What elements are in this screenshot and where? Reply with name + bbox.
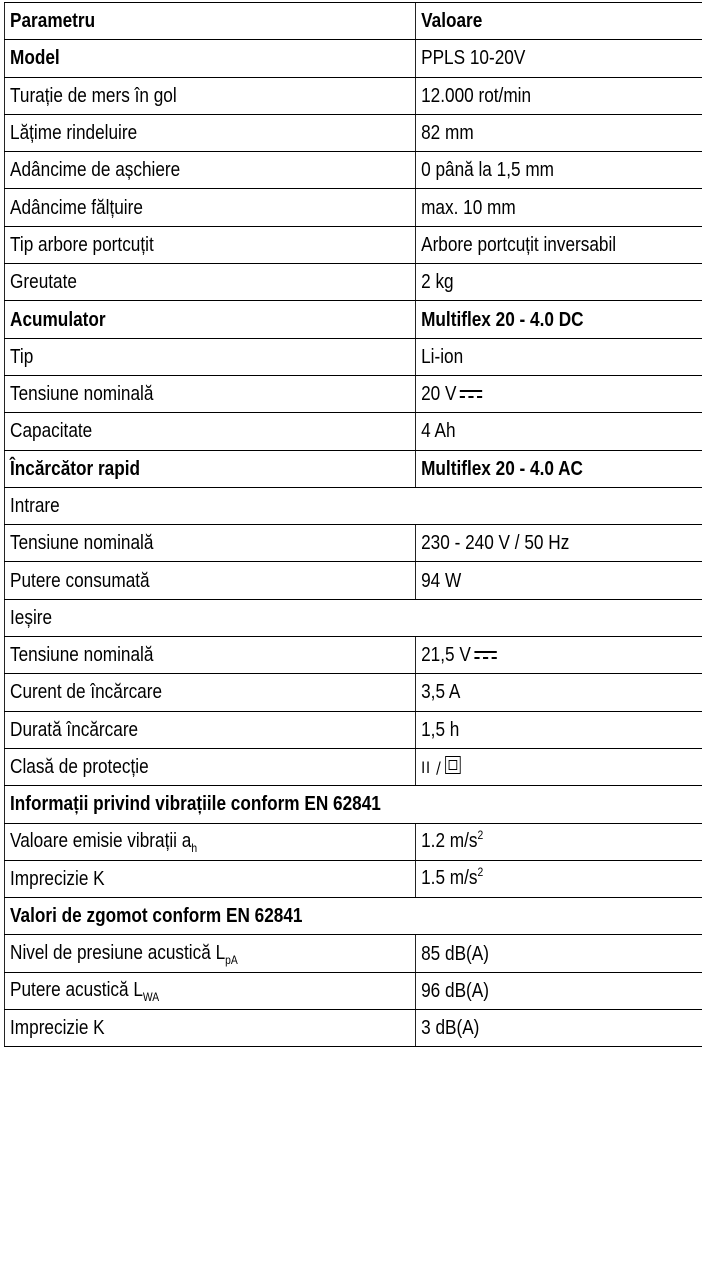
row-label: Adâncime fălțuire <box>4 189 415 226</box>
row-value-superscript: 2 <box>477 864 484 879</box>
table-row <box>4 375 702 412</box>
table-row <box>4 226 702 263</box>
row-value: 20 V <box>421 383 457 406</box>
row-value-cell <box>416 637 702 674</box>
section-row-charger <box>4 450 702 487</box>
table-row <box>4 152 702 189</box>
row-value-superscript: 2 <box>477 827 484 842</box>
row-label: Clasă de protecție <box>4 748 415 785</box>
section-row-model <box>4 40 702 77</box>
output-label: Ieșire <box>4 599 702 636</box>
row-value: 1,5 h <box>416 711 702 748</box>
row-value: 1.2 m/s <box>421 829 478 852</box>
table-header-row <box>4 3 702 40</box>
technical-data-table <box>4 2 702 1047</box>
row-value: 94 W <box>416 562 702 599</box>
row-label: Capacitate <box>4 413 415 450</box>
header-value: Valoare <box>416 3 702 40</box>
table-row <box>4 338 702 375</box>
row-label: Tensiune nominală <box>4 525 415 562</box>
row-value: 0 până la 1,5 mm <box>416 152 702 189</box>
battery-value: Multiflex 20 - 4.0 DC <box>416 301 702 338</box>
table-row <box>4 562 702 599</box>
spec-table-wrapper <box>4 2 702 1047</box>
row-label-subscript: WA <box>142 989 160 1004</box>
row-label: Durată încărcare <box>4 711 415 748</box>
row-label-cell <box>4 935 415 972</box>
row-label-cell <box>4 972 415 1009</box>
row-value: 82 mm <box>416 114 702 151</box>
table-row <box>4 674 702 711</box>
row-label: Tensiune nominală <box>4 637 415 674</box>
row-label-subscript: pA <box>225 952 238 967</box>
row-label-cell <box>4 823 415 860</box>
subsection-row-output <box>4 599 702 636</box>
row-value: 230 - 240 V / 50 Hz <box>416 525 702 562</box>
noise-title: Valori de zgomot conform EN 62841 <box>4 898 702 935</box>
row-value-cell <box>416 860 702 897</box>
row-value: 3,5 A <box>416 674 702 711</box>
table-row <box>4 935 702 972</box>
row-value: Li-ion <box>416 338 702 375</box>
row-label: Lățime rindeluire <box>4 114 415 151</box>
row-label: Adâncime de așchiere <box>4 152 415 189</box>
row-label: Putere acustică L <box>10 978 143 1001</box>
section-row-vibration <box>4 786 702 823</box>
model-label: Model <box>4 40 415 77</box>
row-label: Putere consumată <box>4 562 415 599</box>
row-value-cell <box>416 375 702 412</box>
model-value: PPLS 10-20V <box>416 40 702 77</box>
table-row <box>4 823 702 860</box>
row-label: Valoare emisie vibrații a <box>10 829 192 852</box>
row-label: Tensiune nominală <box>4 375 415 412</box>
table-row <box>4 637 702 674</box>
table-row <box>4 264 702 301</box>
table-row <box>4 413 702 450</box>
row-value: 3 dB(A) <box>416 1010 702 1047</box>
row-value: 12.000 rot/min <box>416 77 702 114</box>
row-label: Curent de încărcare <box>4 674 415 711</box>
protection-class-value: II / <box>421 757 442 777</box>
row-value: Arbore portcuțit inversabil <box>416 226 702 263</box>
charger-label: Încărcător rapid <box>4 450 415 487</box>
table-row <box>4 525 702 562</box>
row-label: Imprecizie K <box>4 860 415 897</box>
row-label-subscript: h <box>191 840 198 855</box>
section-row-battery <box>4 301 702 338</box>
row-label: Turație de mers în gol <box>4 77 415 114</box>
battery-label: Acumulator <box>4 301 415 338</box>
row-label: Imprecizie K <box>4 1010 415 1047</box>
subsection-row-input <box>4 487 702 524</box>
section-row-noise <box>4 898 702 935</box>
input-label: Intrare <box>4 487 702 524</box>
row-label: Greutate <box>4 264 415 301</box>
row-value-cell <box>416 823 702 860</box>
row-value-cell <box>416 748 702 785</box>
row-value: 2 kg <box>416 264 702 301</box>
double-insulation-icon <box>445 756 460 774</box>
table-row <box>4 972 702 1009</box>
row-label: Nivel de presiune acustică L <box>10 941 226 964</box>
row-value: 4 Ah <box>416 413 702 450</box>
row-value: 1.5 m/s <box>421 866 478 889</box>
table-row <box>4 114 702 151</box>
row-value: 21,5 V <box>421 644 471 667</box>
table-row <box>4 748 702 785</box>
table-row <box>4 77 702 114</box>
vibration-title: Informații privind vibrațiile conform EN 62841 <box>4 786 702 823</box>
table-row <box>4 711 702 748</box>
direct-current-icon <box>474 651 496 659</box>
row-label: Tip arbore portcuțit <box>4 226 415 263</box>
table-row <box>4 1010 702 1047</box>
charger-value: Multiflex 20 - 4.0 AC <box>416 450 702 487</box>
row-value: 85 dB(A) <box>416 935 702 972</box>
table-row <box>4 189 702 226</box>
row-label: Tip <box>4 338 415 375</box>
table-row <box>4 860 702 897</box>
row-value: max. 10 mm <box>416 189 702 226</box>
header-parameter: Parametru <box>4 3 415 40</box>
row-value: 96 dB(A) <box>416 972 702 1009</box>
direct-current-icon <box>460 390 482 398</box>
